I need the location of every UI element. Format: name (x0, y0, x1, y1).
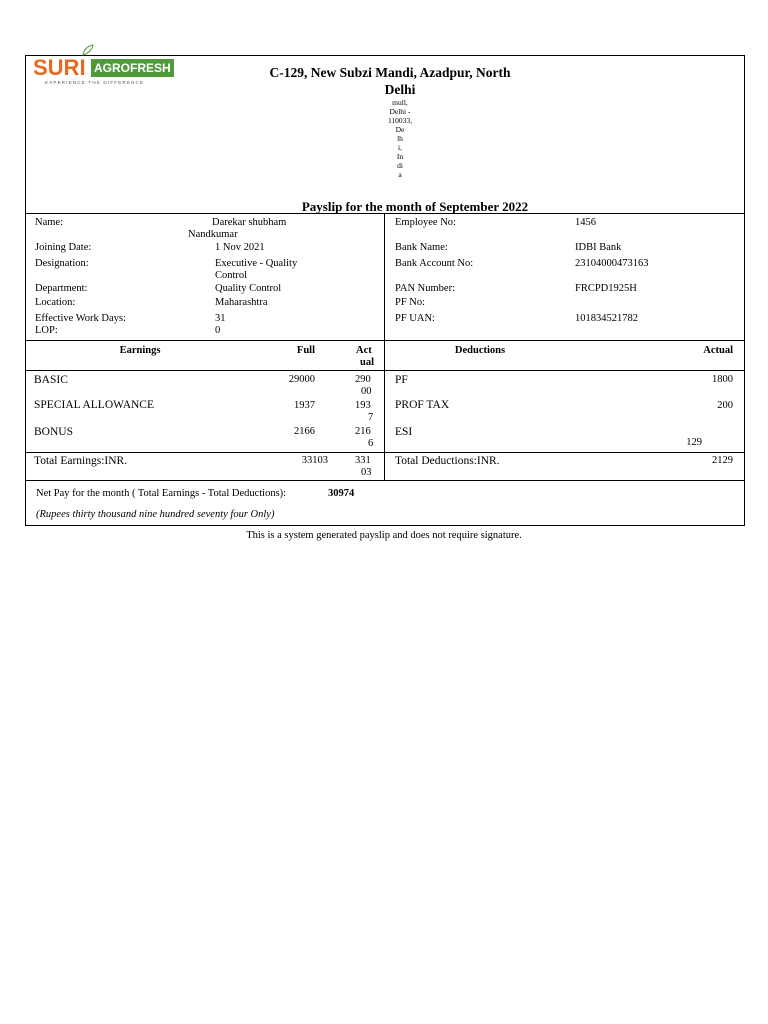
lop-label: LOP: (35, 325, 58, 336)
rule-details-bottom (25, 340, 745, 341)
rule-totals-top (25, 452, 745, 453)
actual-header-1: Act (356, 345, 372, 356)
bank-label: Bank Name: (395, 242, 448, 253)
ewd-value: 31 (215, 313, 226, 324)
pfuan-value: 101834521782 (575, 313, 638, 324)
logo-suri: SURI (33, 55, 86, 80)
joining-label: Joining Date: (35, 242, 92, 253)
earning-full-bonus: 2166 (294, 426, 315, 437)
earning-actual-bonus-1: 216 (355, 426, 371, 437)
earning-label-basic: BASIC (34, 374, 68, 386)
ewd-label: Effective Work Days: (35, 313, 126, 324)
deduction-label-pf: PF (395, 374, 408, 386)
name-value-2: Nandkumar (188, 229, 238, 240)
total-deductions-label: Total Deductions:INR. (395, 455, 500, 467)
net-pay-label: Net Pay for the month ( Total Earnings - Total Deductions): (36, 488, 287, 499)
designation-value-2: Control (215, 270, 248, 281)
deductions-actual-header: Actual (703, 345, 733, 356)
full-header: Full (296, 345, 315, 356)
company-address-line2: Delhi (384, 82, 416, 97)
earning-actual-basic-1: 290 (355, 374, 371, 385)
net-pay-value: 30974 (328, 488, 355, 499)
rule-totals-bottom (25, 480, 745, 481)
total-earnings-full: 33103 (301, 455, 328, 466)
lop-value: 0 (215, 325, 221, 336)
bank-value: IDBI Bank (575, 242, 622, 253)
total-earnings-actual-2: 03 (361, 467, 372, 478)
actual-header-2: ual (360, 357, 375, 368)
company-address-overflow: mull, Delhi - 110033, De lh i, In di a (387, 98, 413, 179)
account-value: 23104000473163 (575, 258, 649, 269)
payslip-title: Payslip for the month of September 2022 (301, 199, 529, 214)
earning-full-special: 1937 (294, 400, 315, 411)
account-label: Bank Account No: (395, 258, 474, 269)
location-label: Location: (35, 297, 76, 308)
deduction-actual-pf: 1800 (712, 374, 733, 385)
pan-value: FRCPD1925H (575, 283, 637, 294)
deduction-actual-proftax: 200 (717, 400, 733, 411)
earning-label-special: SPECIAL ALLOWANCE (34, 399, 155, 411)
logo-agrofresh: AGROFRESH (91, 59, 174, 77)
rule-earnings-header (25, 370, 745, 371)
joining-value: 1 Nov 2021 (215, 242, 265, 253)
deduction-actual-esi: 129 (686, 437, 702, 448)
designation-value-1: Executive - Quality (215, 258, 298, 269)
pfno-label: PF No: (395, 297, 426, 308)
earning-actual-bonus-2: 6 (368, 438, 374, 449)
earning-actual-special-2: 7 (368, 412, 374, 423)
designation-label: Designation: (35, 258, 89, 269)
earning-label-bonus: BONUS (34, 426, 73, 438)
rule-details-top (25, 213, 745, 214)
department-value: Quality Control (215, 283, 282, 294)
total-earnings-label: Total Earnings:INR. (34, 455, 128, 467)
total-deductions-actual: 2129 (712, 455, 733, 466)
logo-tagline: EXPERIENCE THE DIFFERENCE (45, 80, 145, 85)
deduction-label-proftax: PROF TAX (395, 399, 450, 411)
location-value: Maharashtra (215, 297, 268, 308)
earning-full-basic: 29000 (288, 374, 315, 385)
deduction-label-esi: ESI (395, 426, 413, 438)
total-earnings-actual-1: 331 (355, 455, 371, 466)
earning-actual-special-1: 193 (355, 400, 371, 411)
department-label: Department: (35, 283, 88, 294)
company-address-line1: C-129, New Subzi Mandi, Azadpur, North (269, 65, 511, 80)
earnings-header: Earnings (119, 345, 161, 356)
pan-label: PAN Number: (395, 283, 455, 294)
rule-center-divider (384, 213, 385, 480)
net-pay-words: (Rupees thirty thousand nine hundred seventy four Only) (36, 509, 275, 520)
company-logo (33, 55, 183, 87)
name-label: Name: (35, 217, 63, 228)
name-value-1: Darekar shubham (212, 217, 287, 228)
earning-actual-basic-2: 00 (361, 386, 372, 397)
empno-label: Employee No: (395, 217, 456, 228)
deductions-header: Deductions (454, 345, 506, 356)
pfuan-label: PF UAN: (395, 313, 435, 324)
footer-note: This is a system generated payslip and does not require signature. (246, 530, 522, 541)
empno-value: 1456 (575, 217, 596, 228)
